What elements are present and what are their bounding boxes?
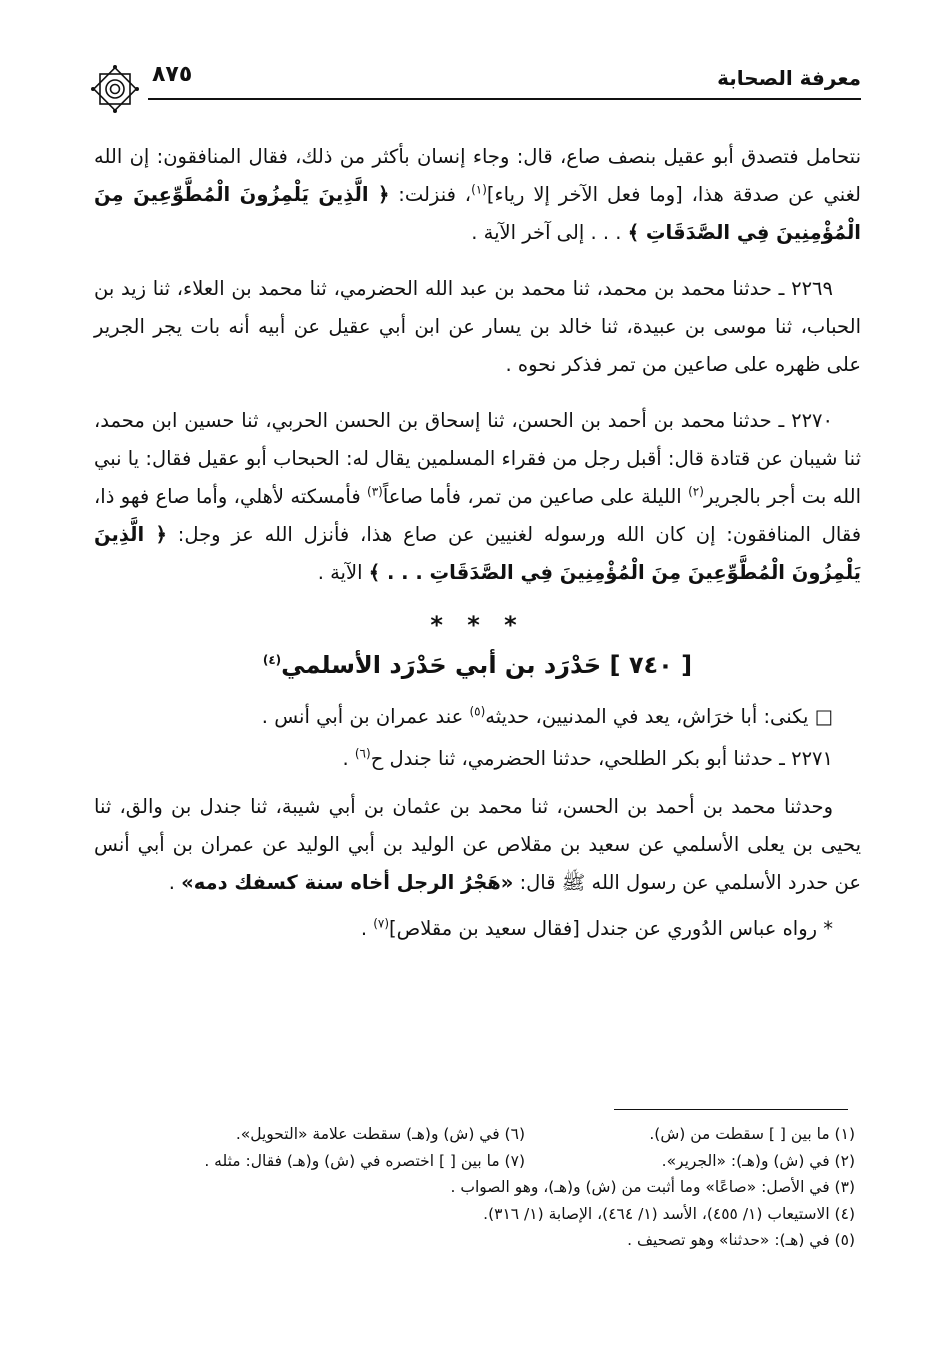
section-separator: * * *	[430, 611, 525, 639]
chapter-heading	[94, 642, 861, 688]
hadith-entry	[94, 402, 861, 592]
footnote: (٥) في (هـ): «حدثنا» وهو تصحيف .	[627, 1231, 855, 1249]
paragraph-text: ، فنزلت:	[389, 183, 472, 206]
paragraph-text: الليلة على صاعين من تمر، فأما صاعاً	[382, 485, 689, 508]
running-title: معرفة الصحابة	[717, 66, 861, 90]
main-text	[94, 138, 861, 966]
paragraph-text: وحدثنا محمد بن أحمد بن الحسن، ثنا محمد بن عثمان بن أبي شيبة، ثنا جندل بن والق، ثنا يحيى بن يعلى الأسلمي عن سعيد بن مقلاص عن الوليد بن أبي الوليد عن عمران بن أبي أنس عن حدرد الأسلمي عن رسول الله ﷺ قال:	[94, 795, 861, 894]
paragraph-text: عند عمران بن أبي أنس .	[261, 705, 470, 728]
paragraph	[94, 910, 861, 948]
footnote-ref: (٤)	[262, 653, 282, 667]
paragraph-text: نتحامل فتصدق أبو عقيل بنصف صاع، قال: وجاء إنسان بأكثر من ذلك، فقال المنافقون: إن الله لغني عن صدقة هذا، [وما فعل الآخر إلا رياء]	[94, 145, 861, 206]
footnote: (٤) الاستيعاب (١/ ٤٥٥)، الأسد (١/ ٤٦٤)، الإصابة (١/ ٣١٦).	[483, 1204, 855, 1223]
quran-quote: ﴿ الَّذِينَ يَلْمِزُونَ الْمُطَّوِّعِينَ مِنَ الْمُؤْمِنِينَ فِي الصَّدَقَاتِ . . . ﴾	[94, 523, 861, 584]
paragraph-text: □ يكنى: أبا خرَاش، يعد في المدنيين، حديثه	[485, 705, 833, 728]
footnote-ref: (٧)	[373, 916, 390, 931]
ornament-icon	[90, 64, 140, 114]
footnote: (٣) في الأصل: «صاعًا» وما أثبت من (ش) و(هـ)، وهو الصواب .	[450, 1178, 855, 1196]
paragraph	[94, 138, 861, 252]
paragraph	[94, 698, 861, 736]
paragraph-text: الآية .	[317, 561, 369, 584]
footnote-row	[100, 1227, 855, 1254]
paragraph-text: .	[168, 871, 182, 894]
header-rule	[148, 98, 861, 100]
hadith-entry	[94, 270, 861, 384]
paragraph-text: * رواه عباس الدُوري عن جندل [فقال سعيد بن مقلاص]	[389, 917, 833, 940]
paragraph-text: .	[360, 917, 374, 940]
footnote: (٦) في (ش) و(هـ) سقطت علامة «التحويل».	[235, 1125, 525, 1143]
running-header	[90, 62, 861, 104]
paragraph-text: فأمسكته لأهلي، وأما صاع فهو ذا، فقال المنافقون: إن كان الله ورسوله لغنيين عن صاع هذا، فأنزل الله عز وجل:	[94, 485, 862, 546]
footnotes	[100, 1121, 855, 1254]
footnote-row	[100, 1174, 855, 1201]
footnote-row	[100, 1121, 855, 1148]
paragraph-text: ٢٢٦٩ ـ حدثنا محمد بن محمد، ثنا محمد بن عبد الله الحضرمي، ثنا محمد بن العلاء، ثنا زيد بن الحباب، ثنا موسى بن عبيدة، ثنا خالد بن يسار عن ابن أبي عقيل عن أبيه أنه بات يجر الجرير على ظهره على صاعين من تمر فذكر نحوه .	[94, 277, 861, 376]
paragraph-text: .	[342, 747, 355, 770]
footnote: (٢) في (ش) و(هـ): «الجرير».	[661, 1151, 855, 1170]
footnote: (١) ما بين [ ] سقطت من (ش).	[649, 1125, 855, 1143]
footnote: (٧) ما بين [ ] اختصره في (ش) و(هـ) فقال: مثله .	[204, 1151, 525, 1170]
paragraph	[94, 788, 861, 902]
footnote-rule	[614, 1109, 848, 1110]
quran-quote: ﴿ الَّذِينَ يَلْمِزُونَ الْمُطَّوِّعِينَ مِنَ الْمُؤْمِنِينَ فِي الصَّدَقَاتِ ﴾	[94, 183, 861, 244]
footnote-ref: (١)	[471, 182, 487, 197]
footnote-ref: (٢)	[688, 484, 704, 499]
footnote-ref: (٥)	[469, 704, 486, 719]
page-number: ٨٧٥	[152, 62, 193, 87]
paragraph-text: . . . إلى آخر الآية .	[471, 221, 628, 244]
chapter-title: [ ٧٤٠ ] حَدْرَد بن أبي حَدْرَد الأسلمي	[281, 651, 693, 679]
footnote-row	[100, 1201, 855, 1228]
paragraph-text: ٢٢٧١ ـ حدثنا أبو بكر الطلحي، حدثنا الحضرمي، ثنا جندل ح	[370, 747, 833, 770]
footnote-ref: (٣)	[367, 484, 383, 499]
footnote-row	[100, 1148, 855, 1175]
hadith-entry	[94, 740, 861, 778]
paragraph-text: ٢٢٧٠ ـ حدثنا محمد بن أحمد بن الحسن، ثنا إسحاق بن الحسن الحربي، ثنا حسين ابن محمد، ثنا شيبان عن قتادة قال: أقبل رجل من فقراء المسلمين يقال له: الحبحاب أبو عقيل فقال: يا نبي الله بت أجر بالجرير	[94, 409, 861, 508]
footnote-ref: (٦)	[354, 746, 371, 761]
hadith-quote: «هَجْرُ الرجل أخاه سنة كسفك دمه»	[181, 871, 514, 894]
